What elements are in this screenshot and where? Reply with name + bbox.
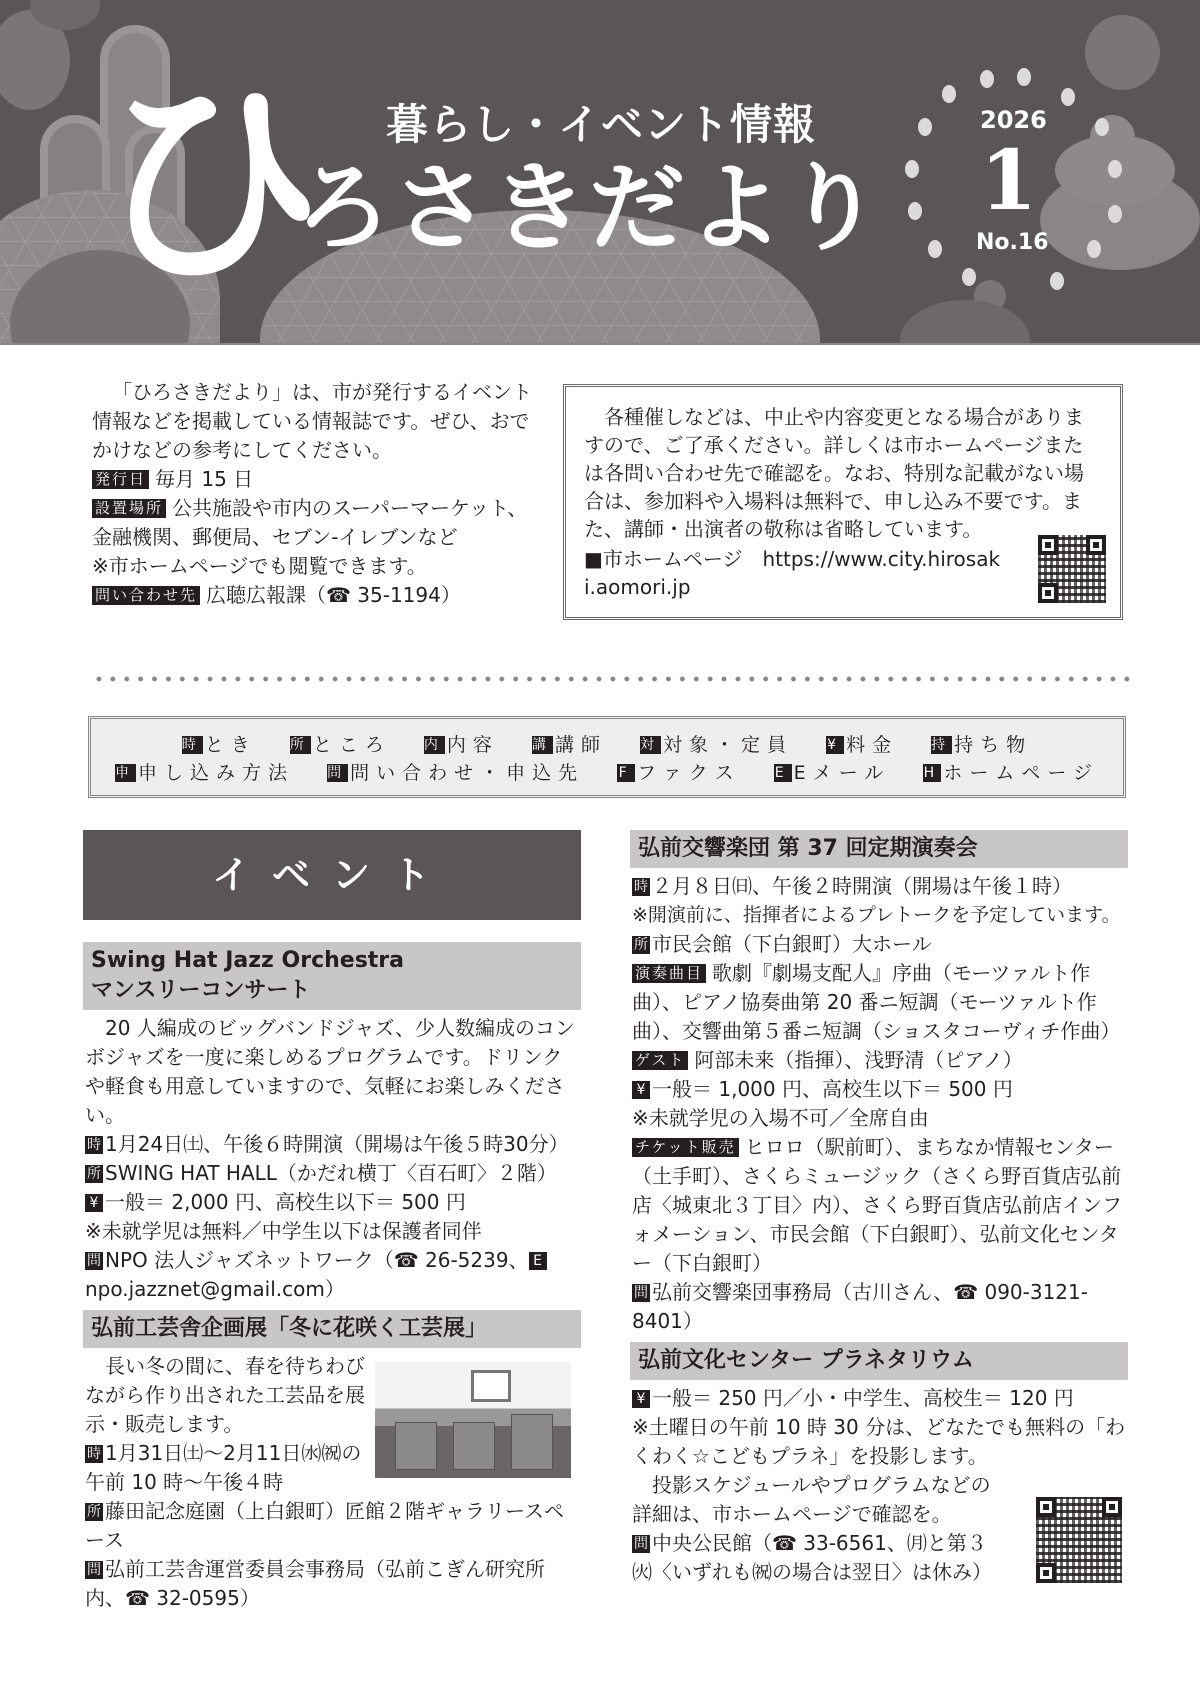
email-link[interactable]: npo.jazznet@gmail.com） <box>85 1277 345 1301</box>
event-fee-note: ※土曜日の午前 10 時 30 分は、どなたでも無料の「わくわく☆こどもプラネ」を投影します。 <box>632 1415 1126 1468</box>
craft-exhibition-photo <box>375 1362 571 1478</box>
event-body-orchestra <box>630 868 1128 1340</box>
legend-item: 問 問い合わせ・申込先 <box>327 762 585 784</box>
intro-lead: 「ひろさきだより」は、市が発行するイベント情報などを掲載している情報誌です。ぜひ、おでかけなどの参考にしてください。 <box>92 380 532 462</box>
event-time: 時 ２月８日㈰、午後２時開演（開場は午後１時） <box>634 874 1072 898</box>
legend-row-2 <box>91 759 1123 787</box>
qr-code-icon[interactable] <box>1038 535 1106 603</box>
legend-item: 持 持ち物 <box>931 734 1033 756</box>
right-column <box>630 830 1128 1591</box>
event-contact: 問 NPO 法人ジャズネットワーク（☎ 26-5239、 Enpo.jazznet@gmail.com） <box>85 1246 579 1304</box>
event-time: 時 1月31日㈯～2月11日㈬㈷の午前 10 時～午後４時 <box>85 1441 362 1494</box>
location-tag: 設置場所 <box>92 499 166 518</box>
event-place: 所 藤田記念庭園（上白銀町）匠館２階ギャラリースペース <box>85 1499 564 1552</box>
legend-item: F ファクス <box>618 762 741 784</box>
contact-tag: 問い合わせ先 <box>92 586 200 605</box>
location-value: 公共施設や市内のスーパーマーケット、金融機関、郵便局、セブン-イレブンなど <box>92 496 528 549</box>
legend-item: E Eメール <box>774 762 891 784</box>
location-line <box>92 494 542 552</box>
masthead-title: ろさきだより <box>295 152 883 264</box>
legend-item: 所 ところ <box>289 734 391 756</box>
event-contact: 問 中央公民館（☎ 33-6561、㈪と第３㈫〈いずれも㈷の場合は翌日〉は休み） <box>632 1531 992 1584</box>
event-place: 所 SWING HAT HALL（かだれ横丁〈百石町〉２階） <box>87 1161 557 1185</box>
legend-item: 時 とき <box>181 734 257 756</box>
notice-text: 各種催しなどは、中止や内容変更となる場合がありますので、ご了承ください。詳しくは市ホームページまたは各問い合わせ先で確認を。なお、特別な記載がない場合は、参加料や入場料は無料で、申し込み不要です。また、講師・出演者の敬称は省略しています。 <box>584 405 1084 541</box>
issue-day-line <box>92 465 542 494</box>
event-title-planetarium: 弘前文化センター プラネタリウム <box>630 1342 1128 1380</box>
issue-month: 1 <box>980 133 1038 229</box>
issue-day-tag: 発行日 <box>92 470 149 489</box>
event-fee: ¥ 一般＝ 1,000 円、高校生以下＝ 500 円 <box>632 1075 1126 1104</box>
event-guest: ゲスト 阿部未来（指揮）、浅野清（ピアノ） <box>632 1046 1126 1075</box>
symbol-legend <box>88 716 1126 798</box>
intro-block <box>92 378 542 610</box>
web-note: ※市ホームページでも閲覧できます。 <box>92 554 427 578</box>
event-details: 投影スケジュールやプログラムなどの詳細は、市ホームページで確認を。 <box>632 1473 991 1526</box>
issue-number: No.16 <box>976 230 1049 255</box>
masthead-title-initial: ひ <box>95 51 326 318</box>
event-fee: ¥ 一般＝ 2,000 円、高校生以下＝ 500 円 <box>85 1188 579 1217</box>
event-contact: 問 弘前交響楽団事務局（古川さん、☎ 090-3121-8401） <box>632 1280 1088 1333</box>
legend-item: 申 申し込み方法 <box>115 762 295 784</box>
legend-item: ¥ 料金 <box>827 734 899 756</box>
event-note: ※未就学児は無料／中学生以下は保護者同伴 <box>85 1219 482 1243</box>
contact-line <box>92 581 542 610</box>
qr-code-icon[interactable] <box>1036 1497 1122 1583</box>
event-description: 20 人編成のビッグバンドジャズ、少人数編成のコンボジャズを一度に楽しめるプログラムです。ドリンクや軽食も用意していますので、気軽にお楽しみください。 <box>85 1016 576 1127</box>
event-body-craft <box>83 1348 581 1617</box>
homepage-line <box>584 545 1004 601</box>
event-fee: ¥ 一般＝ 250 円／小・中学生、高校生＝ 120 円 <box>632 1384 1126 1413</box>
crest-decoration-icon <box>1085 15 1160 90</box>
homepage-label: ■市ホームページ <box>584 547 743 571</box>
cloud-decoration <box>900 300 1030 345</box>
legend-item: 内 内容 <box>423 734 499 756</box>
contact-value: 広聴広報課（☎ 35-1194） <box>206 583 461 607</box>
legend-row-1 <box>91 731 1123 759</box>
event-place: 所 市民会館（下白銀町）大ホール <box>634 932 932 956</box>
event-tickets: チケット販売 ヒロロ（駅前町）、まちなか情報センター（土手町）、さくらミュージック（さくら野百貨店弘前店〈城東北３丁目〉内）、さくら野百貨店弘前店インフォメーション、市民会館（下白銀町）、弘前文化センター（下白銀町） <box>632 1135 1122 1275</box>
legend-item: H ホームページ <box>923 762 1099 784</box>
homepage-url-link[interactable]: https://www.city.hirosaki.aomori.jp <box>584 547 1001 599</box>
event-title-craft: 弘前工芸舎企画展「冬に花咲く工芸展」 <box>83 1310 581 1348</box>
event-time: 時 1月24日㈯、午後６時開演（開場は午後５時30分） <box>87 1132 569 1156</box>
event-title-jazz: Swing Hat Jazz Orchestra マンスリーコンサート <box>83 942 581 1010</box>
masthead-banner <box>0 0 1200 345</box>
event-title-orchestra: 弘前交響楽団 第 37 回定期演奏会 <box>630 830 1128 868</box>
event-contact: 問 弘前工芸舎運営委員会事務局（弘前こぎん研究所内、☎ 32-0595） <box>85 1557 545 1610</box>
legend-item: 対 対象・定員 <box>640 734 794 756</box>
notice-box <box>563 384 1123 620</box>
dotted-divider <box>92 676 1132 682</box>
event-body-jazz <box>83 1010 581 1308</box>
event-fee-note: ※未就学児の入場不可／全席自由 <box>632 1106 929 1130</box>
event-body-planetarium <box>630 1380 1128 1591</box>
masthead-subtitle: 暮らし・イベント情報 <box>386 100 817 149</box>
event-time-note: ※開演前に、指揮者によるプレトークを予定しています。 <box>632 904 1121 926</box>
issue-year: 2026 <box>980 106 1047 134</box>
section-title-events: イベント <box>83 830 581 920</box>
legend-item: 講 講師 <box>531 734 607 756</box>
event-program: 演奏曲目 歌劇『劇場支配人』序曲（モーツァルト作曲）、ピアノ協奏曲第 20 番ニ短調（モーツァルト作曲）、交響曲第５番ニ短調（ショスタコーヴィチ作曲） <box>632 961 1121 1043</box>
left-column <box>83 830 581 1617</box>
issue-day-value: 毎月 15 日 <box>155 467 254 491</box>
event-description: 長い冬の間に、春を待ちわびながら作り出された工芸品を展示・販売します。 <box>85 1354 365 1436</box>
